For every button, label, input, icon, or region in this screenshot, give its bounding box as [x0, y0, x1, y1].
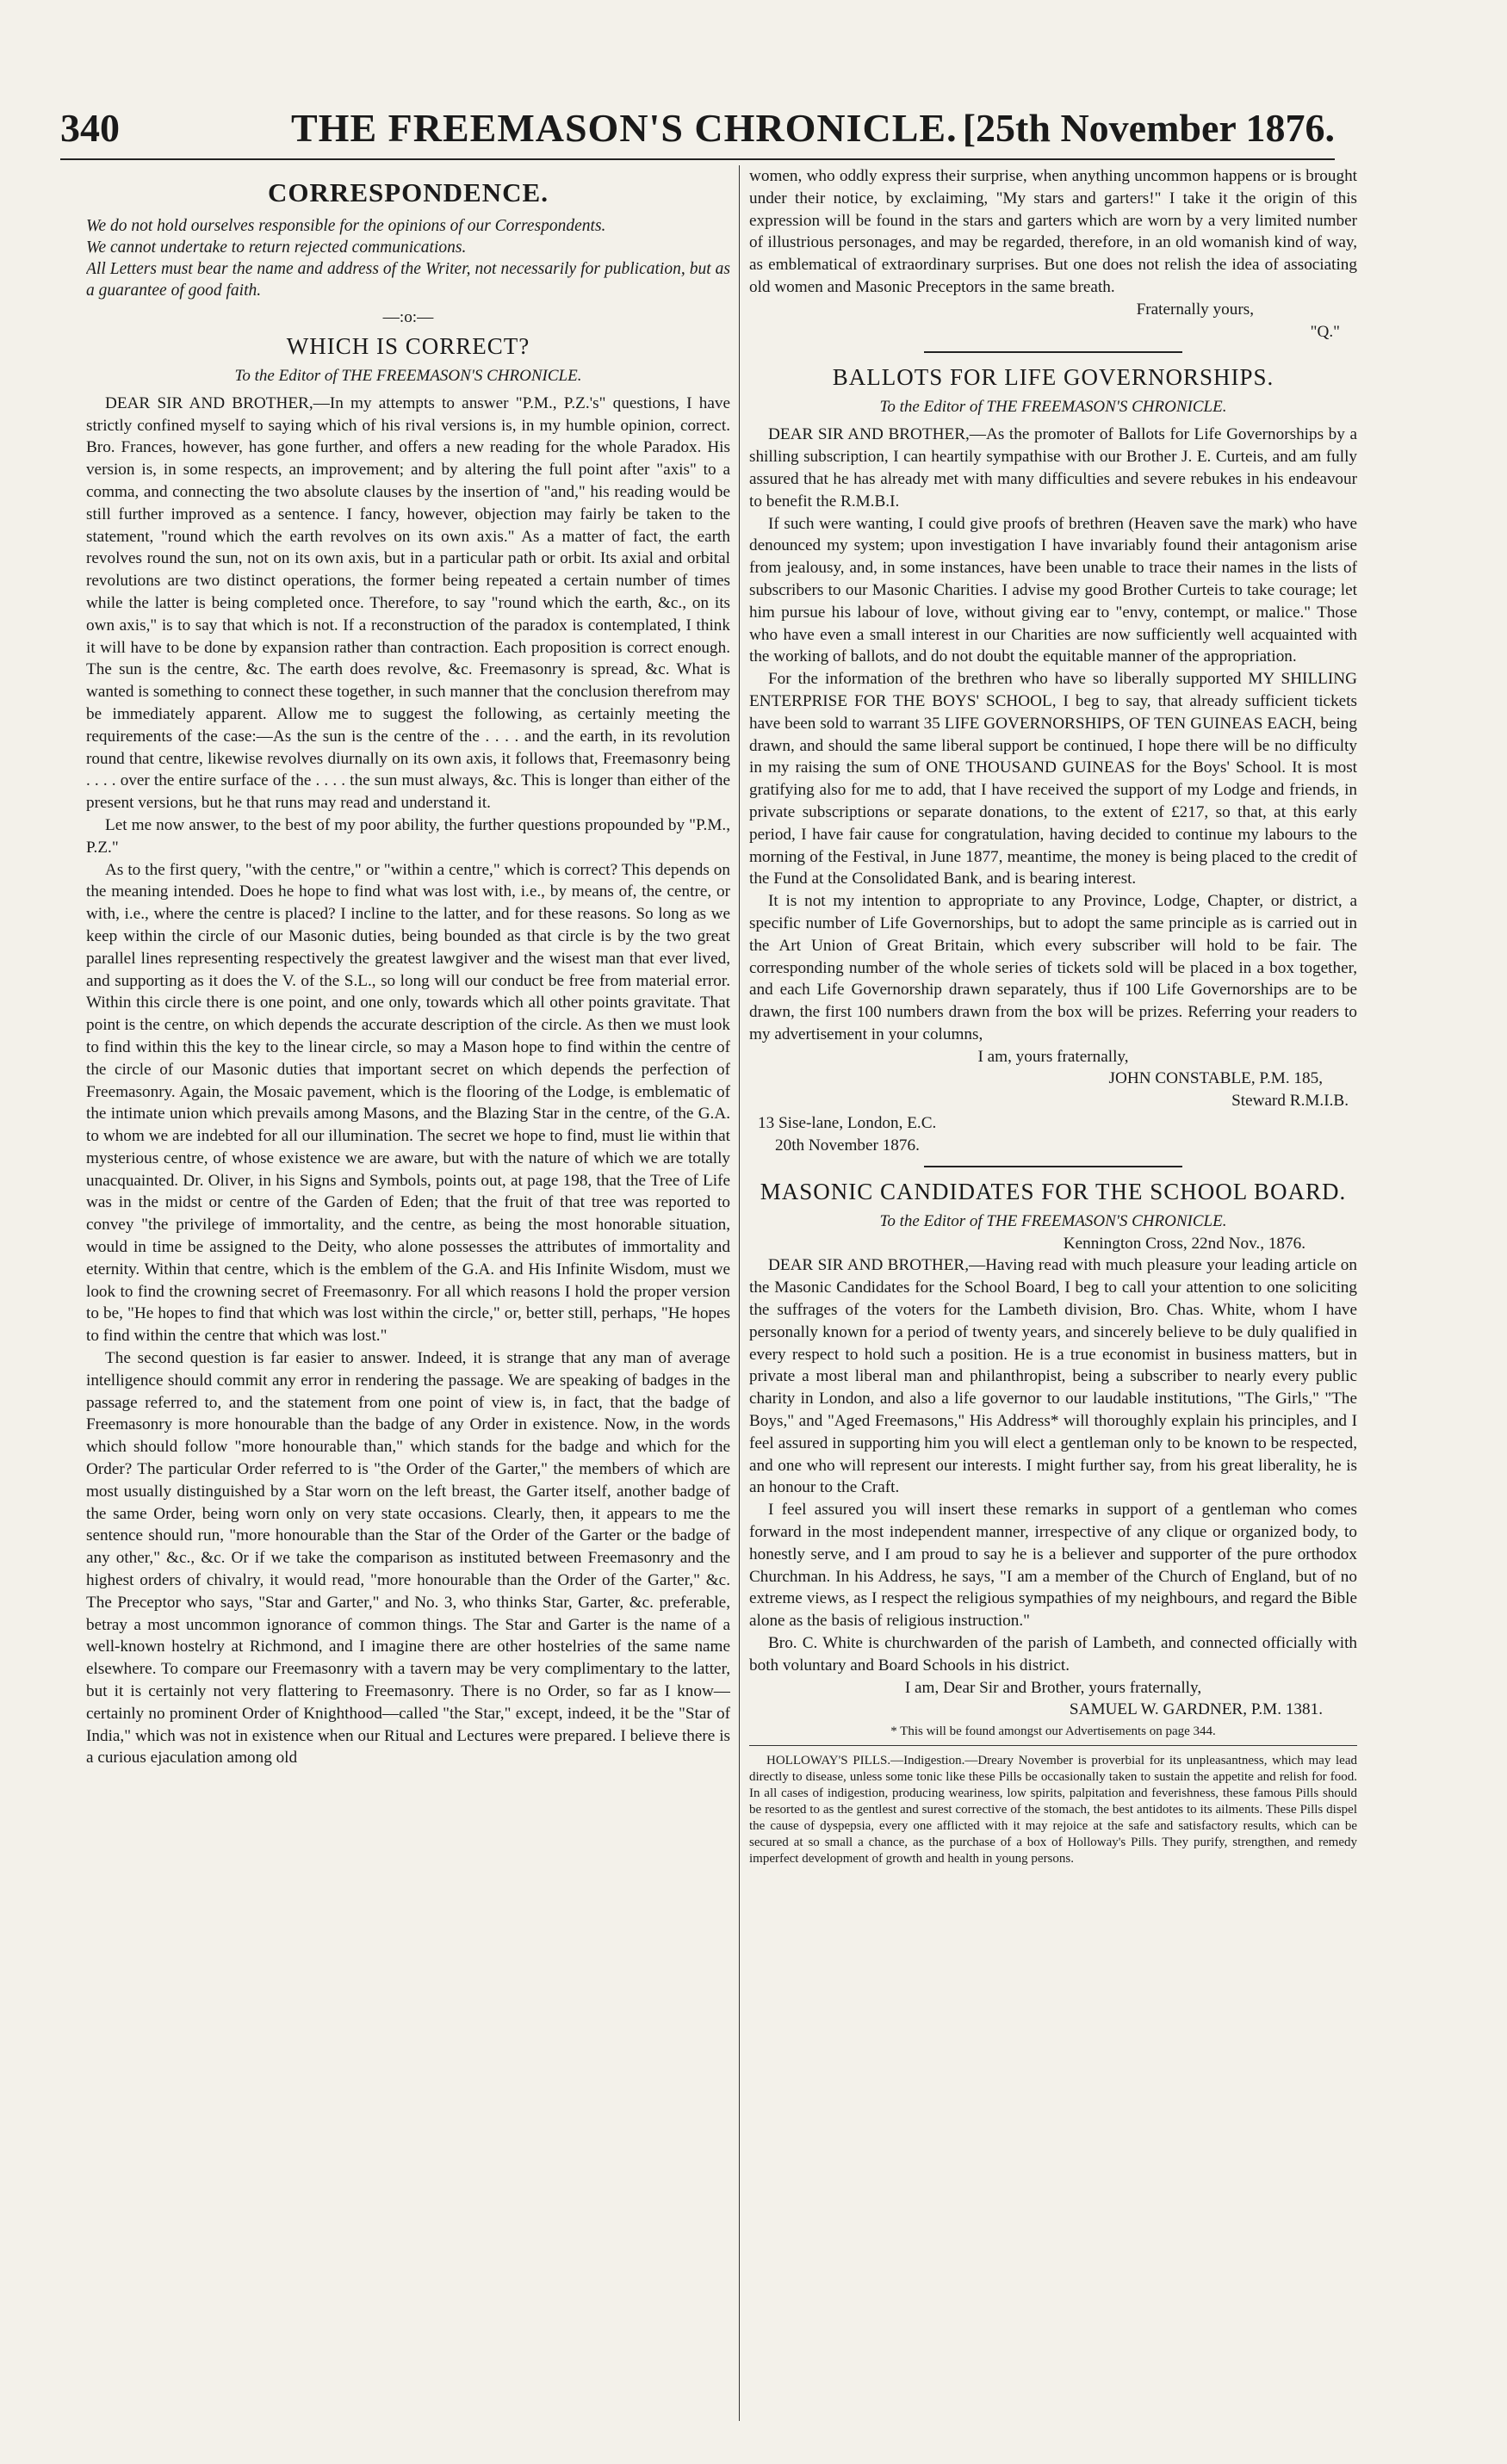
letter-paragraph: I feel assured you will insert these remarks in support of a gentleman who comes forward in the most independent manner, irrespective of any clique or organized body, to honestly serve, and I am proud to say he is a believer and supporter of the pure orthodox Churchman. In his Address, he says, "I am a member of the Church of England, but of no extreme views, as I respect the religious sympathies of my neighbours, and regard the Bible alone as the basis of religious instruction."	[749, 1501, 1357, 1631]
letter-date: 20th November 1876.	[775, 1136, 920, 1155]
correspondence-notice: All Letters must bear the name and address of the Writer, not necessarily for publication, but as a guarantee of good faith.	[86, 260, 730, 300]
letter-paragraph: It is not my intention to appropriate to any Province, Lodge, Chapter, or district, a specific number of Life Governorships, but to adopt the same principle as is carried out in the Art Union of Great Britain, which every subscriber will hold to be fair. The corresponding number of the whole series of tickets sold will be placed in a box together, and each Life Governorship drawn separately, thus if 100 Life Governorships are to be drawn, the first 100 numbers drawn from the box will be prizes. Referring your readers to my advertisement in your columns,	[749, 892, 1357, 1043]
section-separator: —:o:—	[382, 308, 434, 326]
letter-paragraph: Let me now answer, to the best of my poor ability, the further questions propounded by "P.M., P.Z."	[86, 815, 730, 857]
letter-paragraph: women, who oddly express their surprise, when anything uncommon happens or is brought under their notice, by exclaiming, "My stars and garters!" I take it the origin of this expression will be found in the stars and garters which are worn by a very limited number of illustrious personages, and may be regarded, therefore, in an old womanish kind of way, as emblematical of extraordinary surprises. But one does not relish the idea of associating old women and Masonic Preceptors in the same breath.	[749, 167, 1357, 296]
column-divider	[739, 165, 740, 2421]
letter-body	[749, 1254, 1357, 1721]
letter-paragraph: Bro. C. White is churchwarden of the parish of Lambeth, and connected officially with both voluntary and Board Schools in his district.	[749, 1634, 1357, 1675]
letter-signature: "Q."	[1310, 322, 1340, 341]
letter-address: 13 Sise-lane, London, E.C.	[758, 1114, 937, 1133]
letter-paragraph: DEAR SIR AND BROTHER,—As the promoter of Ballots for Life Governorships by a shilling subscription, I can heartily sympathise with our Brother J. E. Curteis, and am fully assured that he has already met with many difficulties and severe rebukes in his endeavour to benefit the R.M.B.I.	[749, 425, 1357, 511]
letter-signature: SAMUEL W. GARDNER, P.M. 1381.	[1069, 1700, 1323, 1719]
letter-addressee: To the Editor of THE FREEMASON'S CHRONICLE.	[879, 398, 1227, 417]
letter-closing: I am, Dear Sir and Brother, yours fraternally,	[904, 1678, 1202, 1697]
letter-signature-title: Steward R.M.I.B.	[1231, 1092, 1349, 1111]
right-column	[749, 165, 1357, 2421]
letter-closing: Fraternally yours,	[1136, 300, 1254, 319]
correspondence-heading: CORRESPONDENCE.	[268, 177, 549, 207]
letter-signature: JOHN CONSTABLE, P.M. 185,	[1108, 1069, 1323, 1088]
correspondence-notice: We do not hold ourselves responsible for the opinions of our Correspondents.	[86, 217, 606, 235]
letter-continuation	[749, 165, 1357, 343]
letter-body	[86, 393, 730, 1769]
section-rule	[924, 351, 1182, 353]
letter-heading: WHICH IS CORRECT?	[286, 332, 530, 359]
letter-heading: BALLOTS FOR LIFE GOVERNORSHIPS.	[832, 364, 1274, 391]
letter-paragraph: As to the first query, "with the centre," or "within a centre," which is correct? This depends on the meaning intended. Does he hope to find what was lost with, i.e., by means of, the centre, or with, i.e., where the centre is placed? I incline to the latter, and for these reasons. So long as we keep within the circle of our Masonic duties, being bounded as that circle is by the two great parallel lines representing respectively the greatest lawgiver and the wisest man that ever lived, and supporting as it does the V. of the S.L., so long will our conduct be free from material error. Within this circle there is one point, and one only, towards which all other points gravitate. That point is the centre, on which depends the accurate description of the circle. As then we must look to find within this the key to the linear circle, so may a Mason hope to find within the centre of the circle of our Masonic duties that important secret on which depends the perfection of Freemasonry. Again, the Mosaic pavement, which is the flooring of the Lodge, is emblematic of the intimate union which prevails among Masons, and the Blazing Star in the centre, of the G.A. to whom we are indebted for all our illumination. The secret we hope to find, must lie within that mysterious centre, of whose existence we are aware, but with the nature of which we are totally unacquainted. Dr. Oliver, in his Signs and Symbols, points out, at page 198, that the Tree of Life was in the midst or centre of the Garden of Eden; that the fruit of that tree was reported to convey "the privilege of immortality, and the centre, as being the most honorable situation, would in time be assigned to the Deity, who alone possesses the attributes of immortality and eternity. Within that centre, which is the emblem of the G.A. and His Infinite Wisdom, must we look to find the crowning secret of Freemasonry. For all which reasons I hold the proper version to be, "He hopes to find that which was lost within the circle," or, better still, perhaps, "He hopes to find within the centre that which was lost."	[86, 860, 730, 1346]
issue-date: [25th November 1876.	[962, 106, 1335, 150]
page-number: 340	[60, 106, 120, 150]
left-column	[86, 165, 730, 2421]
footnote: * This will be found amongst our Advertisements on page 344.	[890, 1724, 1216, 1739]
letter-paragraph: If such were wanting, I could give proofs of brethren (Heaven save the mark) who have denounced my system; upon investigation I have invariably found their antagonism arise from jealousy, and, in some instances, have been unable to trace their names in the lists of subscribers to our Masonic Charities. I advise my good Brother Curteis to take courage; let him pursue his labour of love, without giving ear to "envy, contempt, or malice." Those who have even a small interest in our Charities are now sufficiently well acquainted with the working of ballots, and do not doubt the equitable manner of the appropriation.	[749, 514, 1357, 666]
letter-heading: MASONIC CANDIDATES FOR THE SCHOOL BOARD.	[760, 1178, 1347, 1204]
section-rule	[749, 1745, 1357, 1746]
letter-closing: I am, yours fraternally,	[977, 1047, 1129, 1066]
correspondence-notice: We cannot undertake to return rejected communications.	[86, 238, 467, 257]
letter-dateline: Kennington Cross, 22nd Nov., 1876.	[1063, 1234, 1305, 1253]
letter-addressee: To the Editor of THE FREEMASON'S CHRONICLE.	[234, 366, 582, 385]
masthead	[60, 103, 1335, 160]
section-rule	[924, 1166, 1182, 1167]
publication-title: THE FREEMASON'S CHRONICLE.	[291, 106, 958, 150]
letter-addressee: To the Editor of THE FREEMASON'S CHRONICLE.	[879, 1211, 1227, 1230]
letter-paragraph: DEAR SIR AND BROTHER,—Having read with much pleasure your leading article on the Masonic Candidates for the School Board, I beg to call your attention to one soliciting the suffrages of the voters for the Lambeth division, Bro. Chas. White, whom I have personally known for a period of twenty years, and sincerely believe to be duly qualified in every respect to hold such a position. He is a true economist in business matters, but in private a most liberal man and philanthropist, being a subscriber to nearly every public charity in London, and also a life governor to our laudable institutions, "The Girls," "The Boys," and "Aged Freemasons," His Address* will thoroughly explain his principles, and I feel assured in supporting him you will elect a gentleman only to be known to be respected, and one who will represent our interests. I might further say, from his great liberality, he is an honour to the Craft.	[749, 1256, 1357, 1497]
letter-paragraph: DEAR SIR AND BROTHER,—In my attempts to answer "P.M., P.Z.'s" questions, I have strictly confined myself to saying which of his rival versions is, in my humble opinion, correct. Bro. Frances, however, has gone further, and offers a new reading for the whole Paradox. His version is, in some respects, an improvement; and by altering the full point after "axis" to a comma, and connecting the two absolute clauses by the insertion of "and," his reading would be still further improved as a sentence. I fancy, however, objection may fairly be taken to the statement, "round which the earth revolves on its own axis." As a matter of fact, the earth revolves round the sun, not on its own axis, but in a particular path or orbit. Its axial and orbital revolutions are two distinct operations, the former being repeated a certain number of times while the latter is being completed once. Therefore, to say "round which the earth, &c., on its own axis," is to say that which is not. If a reconstruction of the paradox is contemplated, I think it will have to be done by expansion rather than contraction. Each proposition is correct enough. The sun is the centre, &c. The earth does revolve, &c. Freemasonry is spread, &c. What is wanted is something to connect these together, in such manner that the conclusion therefrom may be immediately apparent. Allow me to suggest the following, as certainly meeting the requirements of the case:—As the sun is the centre of the . . . . and the earth, in its revolution round that centre, likewise revolves diurnally on its own axis, it follows that, Freemasonry being . . . . over the entire surface of the . . . . the sun must always, &c. This is longer than either of the present versions, but he that runs may read and understand it.	[86, 393, 730, 813]
letter-body	[749, 424, 1357, 1156]
advertisement: HOLLOWAY'S PILLS.—Indigestion.—Dreary November is proverbial for its unpleasantness, which may lead directly to disease, unless some tonic like these Pills be occasionally taken to sustain the appetite and relish for food. In all cases of indigestion, producing weariness, low spirits, palpitation and feverishness, these famous Pills should be resorted to as the gentlest and surest corrective of the stomach, the best antidotes to its ailments. These Pills dispel the cause of dyspepsia, every one afflicted with it may rejoice at the safe and satisfactory results, which can be secured at so small a chance, as the purchase of a box of Holloway's Pills. They purify, strengthen, and remedy imperfect development of growth and health in young persons.	[749, 1754, 1357, 1867]
letter-paragraph: The second question is far easier to answer. Indeed, it is strange that any man of average intelligence should commit any error in rendering the passage. We are speaking of badges in the passage referred to, and the statement from one point of view is, in fact, that the badge of Freemasonry is more honourable than the badge of any Order in existence. Now, in the words which should follow "more honourable than," which stands for the badge and which for the Order? The particular Order referred to is "the Order of the Garter," the members of which are most usually distinguished by a Star worn on the left breast, the Garter itself, another badge of the same Order, being worn only on very state occasions. Clearly, then, it appears to me the sentence should run, "more honourable than the Star of the Order of the Garter or the badge of any other," &c., &c. Or if we take the comparison as instituted between Freemasonry and the highest orders of chivalry, it would read, "more honourable than the Order of the Garter," &c. The Preceptor who says, "Star and Garter," and No. 3, who thinks Star, Garter, &c. preferable, betray a most uncommon ignorance of common things. The Star and Garter is the name of a well-known hostelry at Richmond, and I imagine there are other hostelries of the same name elsewhere. To compare our Freemasonry with a tavern may be very complimentary to the latter, but it is certainly not very flattering to Freemasonry. There is no Order, so far as I know—certainly no prominent Order of Knighthood—called "the Star," except, indeed, it be the "Star of India," which was not in existence when our Ritual and Lectures were prepared. I believe there is a curious ejaculation among old	[86, 1349, 730, 1768]
letter-paragraph: For the information of the brethren who have so liberally supported MY SHILLING ENTERPRISE FOR THE BOYS' SCHOOL, I beg to say, that already sufficient tickets have been sold to warrant 35 LIFE GOVERNORSHIPS, OF TEN GUINEAS EACH, being drawn, and should the same liberal support be continued, I hope there will be no difficulty in my raising the sum of ONE THOUSAND GUINEAS for the Boys' School. It is most gratifying also for me to add, that I have received the support of my Lodge and friends, in private subscriptions or separate donations, to the extent of £217, so that, at this early period, I have fair cause for congratulation, having decided to continue my labours to the morning of the Festival, in June 1877, meantime, the money is being placed to the credit of the Fund at the Consolidated Bank, and is bearing interest.	[749, 670, 1357, 888]
